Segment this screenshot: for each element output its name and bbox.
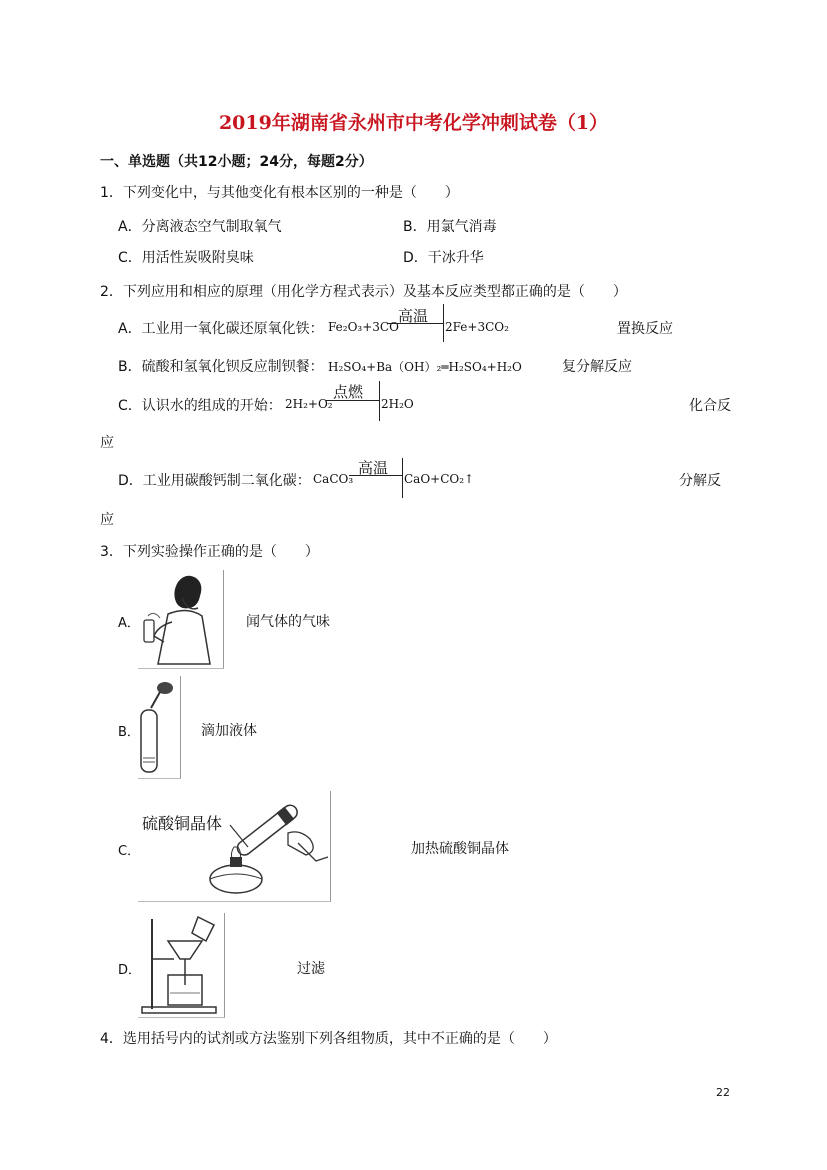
q2-option-d-reactants: CaCO₃	[313, 472, 354, 486]
q2-option-d-type-cont: 应	[100, 512, 114, 528]
q2-option-d-products: CaO+CO₂↑	[404, 472, 475, 486]
q2-option-a-condition: 高温	[398, 308, 429, 325]
q3-option-c-label: C．	[118, 844, 141, 859]
q2-option-d-type: 分解反	[679, 473, 721, 489]
q1-option-c: C．用活性炭吸附臭味	[118, 250, 254, 266]
page-title: 2019年湖南省永州市中考化学冲刺试卷（1）	[218, 112, 609, 134]
q1-stem: 1．下列变化中，与其他变化有根本区别的一种是（ ）	[100, 185, 459, 201]
q3-stem: 3．下列实验操作正确的是（ ）	[100, 544, 319, 560]
q1-option-d: D．干冰升华	[403, 250, 484, 266]
q3-option-a-label: A．	[118, 616, 140, 631]
q2-option-a-products: 2Fe+3CO₂	[445, 320, 509, 334]
q2-option-c-divider	[379, 381, 380, 421]
q2-option-c-products: 2H₂O	[381, 397, 414, 411]
q4-stem: 4．选用括号内的试剂或方法鉴别下列各组物质，其中不正确的是（ ）	[100, 1031, 557, 1047]
q2-option-a-arrow	[388, 323, 444, 324]
q2-option-a-text: A．工业用一氧化碳还原氧化铁：	[118, 321, 324, 337]
q2-stem: 2．下列应用和相应的原理（用化学方程式表示）及基本反应类型都正确的是（ ）	[100, 284, 627, 300]
q3-option-d-label: D．	[118, 963, 142, 978]
q3-option-b-text: 滴加液体	[201, 723, 257, 739]
page-number: 22	[716, 1086, 730, 1099]
q3-option-d-text: 过滤	[297, 961, 325, 977]
q2-option-d-arrow	[349, 475, 403, 476]
section-heading: 一、单选题（共12小题；24分，每题2分）	[100, 154, 373, 170]
q3-option-b-label: B．	[118, 725, 140, 740]
heating-copper-sulfate-illustration	[138, 791, 331, 902]
smelling-gas-illustration	[138, 570, 224, 669]
q2-option-b-text: B．硫酸和氢氧化钡反应制钡餐：	[118, 359, 324, 375]
q2-option-a-type: 置换反应	[617, 321, 673, 337]
q2-option-c-type-cont: 应	[100, 435, 114, 451]
q1-option-b: B．用氯气消毒	[403, 219, 497, 235]
q2-option-c-arrow	[326, 400, 380, 401]
q2-option-a-reactants: Fe₂O₃+3CO	[328, 320, 399, 334]
filtration-illustration	[138, 913, 225, 1018]
q2-option-c-condition: 点燃	[333, 384, 364, 401]
q2-option-d-divider	[402, 458, 403, 498]
q2-option-d-text: D．工业用碳酸钙制二氧化碳：	[118, 473, 311, 489]
q2-option-a-divider	[443, 304, 444, 342]
q2-option-b-equation: H₂SO₄+Ba（OH）₂═H₂SO₄+H₂O	[328, 360, 522, 374]
q2-option-c-text: C．认识水的组成的开始：	[118, 398, 282, 414]
q2-option-c-type: 化合反	[689, 398, 731, 414]
q2-option-b-type: 复分解反应	[562, 359, 632, 375]
q3-option-a-text: 闻气体的气味	[246, 614, 330, 630]
q3-option-c-text: 加热硫酸铜晶体	[411, 841, 509, 857]
q3-option-c-image-label: 硫酸铜晶体	[142, 814, 223, 833]
q2-option-c-reactants: 2H₂+O₂	[285, 397, 333, 411]
dropper-test-tube-illustration	[138, 676, 181, 779]
q1-option-a: A．分离液态空气制取氧气	[118, 219, 282, 235]
q2-option-d-condition: 高温	[358, 460, 389, 477]
